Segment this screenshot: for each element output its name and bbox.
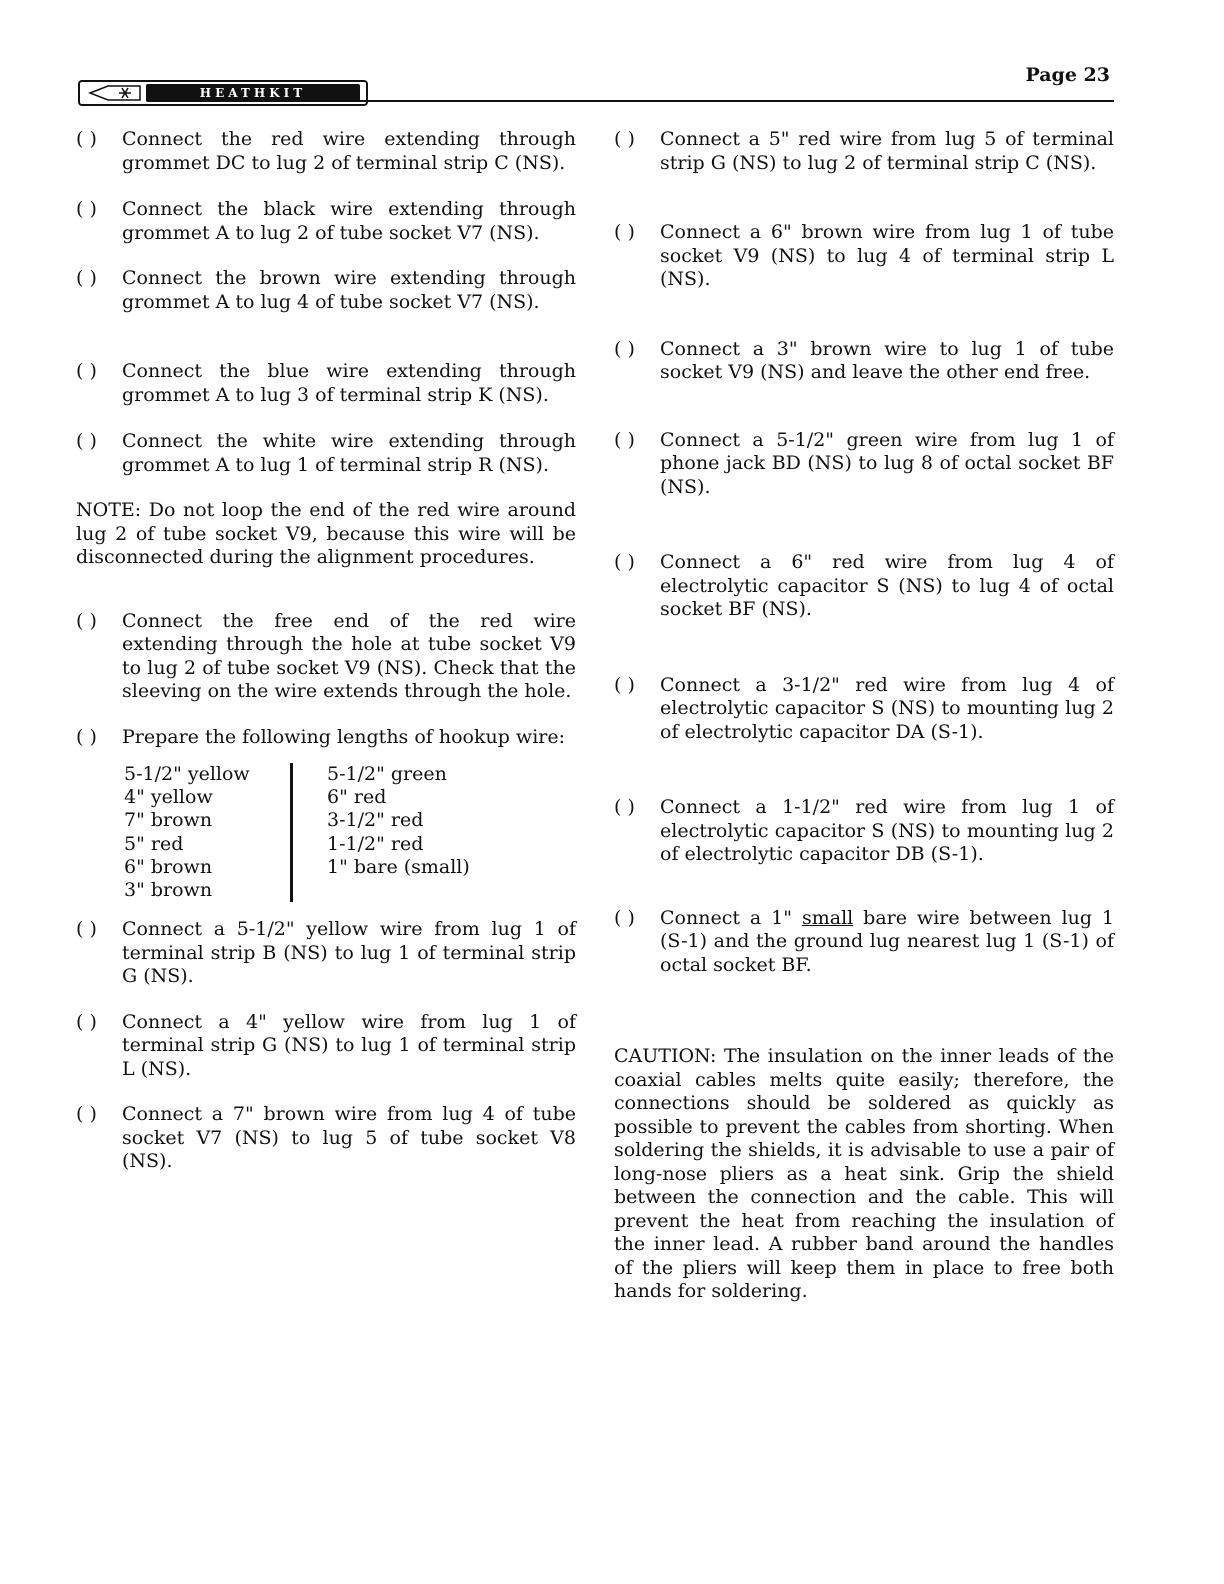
left-column [76,128,576,1174]
checkbox[interactable]: ( ) [76,430,97,452]
checkbox[interactable]: ( ) [614,428,635,451]
step [76,198,576,245]
checkbox[interactable]: ( ) [614,221,635,243]
step [76,610,576,704]
step-text: Connect the red wire extending through grommet DC to lug 2 of terminal strip C (NS). [122,128,576,174]
step [614,221,1114,292]
step [76,430,576,477]
checkbox[interactable]: ( ) [614,128,635,150]
step [76,360,576,407]
wire-item: 3" brown [124,879,213,902]
step-text-start: Connect a 1" [660,906,793,929]
step [76,128,576,175]
step [614,551,1114,622]
wire-item: 1-1/2" red [327,832,424,855]
wire-length-table [124,763,576,902]
wire-item: 5-1/2" green [327,763,447,785]
step-text [660,907,1114,976]
checkbox[interactable]: ( ) [76,1103,97,1126]
wire-item: 5-1/2" yellow [124,763,250,785]
step [76,726,576,750]
header-rule [294,100,1114,102]
step-text: Connect a 1-1/2" red wire from lug 1 of electrolytic capacitor S (NS) to mounting lug 2 of electrolytic capacitor DB (S-1). [660,796,1114,865]
step [76,1103,576,1174]
step [76,267,576,314]
heathkit-emblem-icon [88,84,144,102]
checkbox[interactable]: ( ) [614,551,635,573]
step-text: Connect a 6" red wire from lug 4 of electrolytic capacitor S (NS) to lug 4 of octal socket BF (NS). [660,551,1114,620]
checkbox[interactable]: ( ) [76,918,97,941]
step [76,918,576,989]
underlined-word: small [801,906,854,929]
checkbox[interactable]: ( ) [76,725,97,748]
step [614,796,1114,867]
right-column [614,128,1114,1304]
wire-item: 4" yellow [124,786,213,809]
step-text: Connect a 4" yellow wire from lug 1 of terminal strip G (NS) to lug 1 of terminal strip L (NS). [122,1010,576,1080]
caution-text: CAUTION: The insulation on the inner leads of the coaxial cables melts quite easily; therefore, the connections should be soldered as quickly as possible to prevent the cables from shorting. When soldering the shields, it is advisable to use a pair of long-nose pliers as a heat sink. Grip the shield between the connection and the cable. This will prevent the heat from reaching the insulation of the inner lead. A rubber band around the handles of the pliers will keep them in place to free both hands for soldering. [614,1045,1114,1302]
page-number: Page 23 [1025,64,1110,86]
checkbox[interactable]: ( ) [76,198,97,220]
wire-item: 7" brown [124,809,213,832]
step-text: Connect the free end of the red wire extending through the hole at tube socket V9 to lug 2 of tube socket V9 (NS). Check that the sleeving on the wire extends through the hole. [122,609,576,702]
wire-item: 6" brown [124,855,213,878]
step-text: Connect the brown wire extending through grommet A to lug 4 of tube socket V7 (NS). [122,267,576,313]
wire-list-a [124,763,290,902]
wire-item: 5" red [124,832,184,855]
step [76,1011,576,1082]
step [614,907,1114,978]
note-text: NOTE: Do not loop the end of the red wire around lug 2 of tube socket V9, because this wire will be disconnected during the alignment procedures. [76,499,576,568]
wire-item: 6" red [327,786,387,809]
step [614,429,1114,500]
checkbox[interactable]: ( ) [76,609,97,632]
step-text-end: bare wire between lug 1 (S-1) and the ground lug nearest lug 1 (S-1) of octal socket BF. [660,906,1115,976]
brand-name: HEATHKIT [146,84,360,102]
checkbox[interactable]: ( ) [614,673,635,696]
step-text: Connect a 5-1/2" yellow wire from lug 1 of terminal strip B (NS) to lug 1 of terminal strip G (NS). [122,918,576,988]
step-text: Connect a 5-1/2" green wire from lug 1 of phone jack BD (NS) to lug 8 of octal socket BF (NS). [660,428,1114,498]
step [614,338,1114,385]
checkbox[interactable]: ( ) [614,796,635,818]
step-text: Connect the blue wire extending through grommet A to lug 3 of terminal strip K (NS). [122,360,576,406]
wire-list-b [290,763,527,902]
checkbox[interactable]: ( ) [76,128,97,150]
step-text: Prepare the following lengths of hookup wire: [122,725,565,748]
step-text: Connect the black wire extending through grommet A to lug 2 of tube socket V7 (NS). [122,198,576,244]
step-text: Connect a 3" brown wire to lug 1 of tube socket V9 (NS) and leave the other end free. [660,337,1114,383]
heathkit-logo [78,80,368,106]
checkbox[interactable]: ( ) [614,906,635,929]
step-text: Connect a 7" brown wire from lug 4 of tube socket V7 (NS) to lug 5 of tube socket V8 (NS). [122,1103,576,1173]
step-text: Connect a 5" red wire from lug 5 of terminal strip G (NS) to lug 2 of terminal strip C (NS). [660,128,1114,174]
step [614,674,1114,745]
step [614,128,1114,175]
checkbox[interactable]: ( ) [76,267,97,289]
wire-item: 1" bare (small) [327,855,470,878]
step-text: Connect a 3-1/2" red wire from lug 4 of electrolytic capacitor S (NS) to mounting lug 2 of electrolytic capacitor DA (S-1). [660,673,1114,743]
checkbox[interactable]: ( ) [614,337,635,360]
step-text: Connect the white wire extending through grommet A to lug 1 of terminal strip R (NS). [122,430,576,476]
page-header [74,64,1114,104]
checkbox[interactable]: ( ) [76,360,97,382]
wire-item: 3-1/2" red [327,809,424,832]
checkbox[interactable]: ( ) [76,1010,97,1033]
step-text: Connect a 6" brown wire from lug 1 of tube socket V9 (NS) to lug 4 of terminal strip L (NS). [660,221,1114,290]
